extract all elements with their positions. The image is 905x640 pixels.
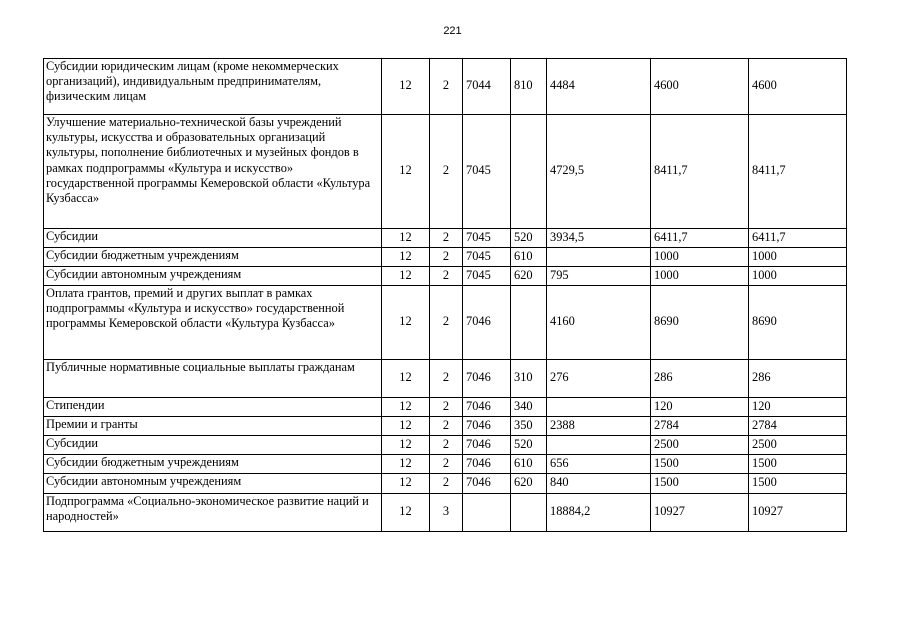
amount-year-1: 795 [547, 267, 651, 286]
row-name: Субсидии юридическим лицам (кроме некоммерческих организаций), индивидуальным предпринимателям, физическим лицам [44, 59, 382, 115]
expense-type-code: 610 [511, 248, 547, 267]
amount-year-1: 656 [547, 455, 651, 474]
table-row [44, 267, 847, 286]
amount-year-3: 1500 [749, 455, 847, 474]
amount-year-2: 120 [651, 398, 749, 417]
target-article-code: 7045 [463, 267, 511, 286]
table-row [44, 286, 847, 360]
amount-year-2: 1500 [651, 455, 749, 474]
amount-year-1 [547, 436, 651, 455]
target-article-code [463, 494, 511, 532]
row-name: Субсидии бюджетным учреждениям [44, 248, 382, 267]
page-number: 221 [443, 25, 462, 37]
chapter-code: 12 [382, 417, 430, 436]
amount-year-1: 2388 [547, 417, 651, 436]
target-article-code: 7046 [463, 474, 511, 494]
budget-table-body [44, 59, 847, 532]
amount-year-1: 840 [547, 474, 651, 494]
amount-year-1: 4160 [547, 286, 651, 360]
amount-year-2: 8411,7 [651, 115, 749, 229]
chapter-code: 12 [382, 436, 430, 455]
target-article-code: 7046 [463, 286, 511, 360]
amount-year-1: 4729,5 [547, 115, 651, 229]
row-name: Оплата грантов, премий и других выплат в рамках подпрограммы «Культура и искусство» государственной программы Кемеровской области «Культура Кузбасса» [44, 286, 382, 360]
table-row [44, 455, 847, 474]
amount-year-3: 286 [749, 360, 847, 398]
budget-table [43, 58, 847, 532]
row-name: Стипендии [44, 398, 382, 417]
amount-year-1: 4484 [547, 59, 651, 115]
chapter-code: 12 [382, 474, 430, 494]
expense-type-code [511, 286, 547, 360]
target-article-code: 7046 [463, 436, 511, 455]
amount-year-1 [547, 248, 651, 267]
amount-year-2: 1500 [651, 474, 749, 494]
amount-year-2: 2500 [651, 436, 749, 455]
chapter-code: 12 [382, 360, 430, 398]
amount-year-2: 4600 [651, 59, 749, 115]
target-article-code: 7044 [463, 59, 511, 115]
target-article-code: 7046 [463, 360, 511, 398]
chapter-code: 12 [382, 267, 430, 286]
chapter-code: 12 [382, 229, 430, 248]
amount-year-3: 1000 [749, 248, 847, 267]
chapter-code: 12 [382, 248, 430, 267]
table-row [44, 417, 847, 436]
expense-type-code: 350 [511, 417, 547, 436]
amount-year-2: 1000 [651, 267, 749, 286]
row-name: Улучшение материально-технической базы учреждений культуры, искусства и образовательных организаций культуры, пополнение библиотечных и музейных фондов в рамках подпрограммы «Культура и искусство» государственной программы Кемеровской области «Культура Кузбасса» [44, 115, 382, 229]
table-row [44, 248, 847, 267]
subsection-code: 2 [430, 267, 463, 286]
amount-year-3: 10927 [749, 494, 847, 532]
target-article-code: 7045 [463, 115, 511, 229]
subsection-code: 2 [430, 360, 463, 398]
row-name: Премии и гранты [44, 417, 382, 436]
amount-year-2: 8690 [651, 286, 749, 360]
row-name: Подпрограмма «Социально-экономическое развитие наций и народностей» [44, 494, 382, 532]
row-name: Субсидии бюджетным учреждениям [44, 455, 382, 474]
amount-year-2: 6411,7 [651, 229, 749, 248]
expense-type-code [511, 494, 547, 532]
table-row [44, 494, 847, 532]
table-row [44, 474, 847, 494]
row-name: Субсидии [44, 436, 382, 455]
subsection-code: 2 [430, 474, 463, 494]
subsection-code: 2 [430, 59, 463, 115]
expense-type-code: 520 [511, 436, 547, 455]
expense-type-code [511, 115, 547, 229]
amount-year-3: 4600 [749, 59, 847, 115]
amount-year-3: 2784 [749, 417, 847, 436]
chapter-code: 12 [382, 494, 430, 532]
amount-year-3: 8411,7 [749, 115, 847, 229]
chapter-code: 12 [382, 398, 430, 417]
subsection-code: 3 [430, 494, 463, 532]
chapter-code: 12 [382, 115, 430, 229]
row-name: Публичные нормативные социальные выплаты гражданам [44, 360, 382, 398]
expense-type-code: 620 [511, 474, 547, 494]
subsection-code: 2 [430, 436, 463, 455]
table-row [44, 398, 847, 417]
amount-year-3: 1500 [749, 474, 847, 494]
target-article-code: 7045 [463, 248, 511, 267]
amount-year-3: 8690 [749, 286, 847, 360]
target-article-code: 7046 [463, 455, 511, 474]
target-article-code: 7045 [463, 229, 511, 248]
amount-year-3: 1000 [749, 267, 847, 286]
table-row [44, 59, 847, 115]
amount-year-3: 2500 [749, 436, 847, 455]
expense-type-code: 310 [511, 360, 547, 398]
table-row [44, 360, 847, 398]
amount-year-2: 10927 [651, 494, 749, 532]
row-name: Субсидии автономным учреждениям [44, 267, 382, 286]
amount-year-1: 276 [547, 360, 651, 398]
subsection-code: 2 [430, 248, 463, 267]
subsection-code: 2 [430, 455, 463, 474]
amount-year-1 [547, 398, 651, 417]
expense-type-code: 620 [511, 267, 547, 286]
subsection-code: 2 [430, 115, 463, 229]
amount-year-3: 6411,7 [749, 229, 847, 248]
subsection-code: 2 [430, 417, 463, 436]
subsection-code: 2 [430, 398, 463, 417]
row-name: Субсидии [44, 229, 382, 248]
amount-year-3: 120 [749, 398, 847, 417]
target-article-code: 7046 [463, 417, 511, 436]
chapter-code: 12 [382, 286, 430, 360]
expense-type-code: 520 [511, 229, 547, 248]
table-row [44, 115, 847, 229]
amount-year-2: 1000 [651, 248, 749, 267]
expense-type-code: 610 [511, 455, 547, 474]
amount-year-1: 18884,2 [547, 494, 651, 532]
subsection-code: 2 [430, 286, 463, 360]
row-name: Субсидии автономным учреждениям [44, 474, 382, 494]
target-article-code: 7046 [463, 398, 511, 417]
amount-year-2: 286 [651, 360, 749, 398]
subsection-code: 2 [430, 229, 463, 248]
amount-year-1: 3934,5 [547, 229, 651, 248]
expense-type-code: 810 [511, 59, 547, 115]
chapter-code: 12 [382, 59, 430, 115]
table-row [44, 436, 847, 455]
amount-year-2: 2784 [651, 417, 749, 436]
expense-type-code: 340 [511, 398, 547, 417]
table-row [44, 229, 847, 248]
chapter-code: 12 [382, 455, 430, 474]
